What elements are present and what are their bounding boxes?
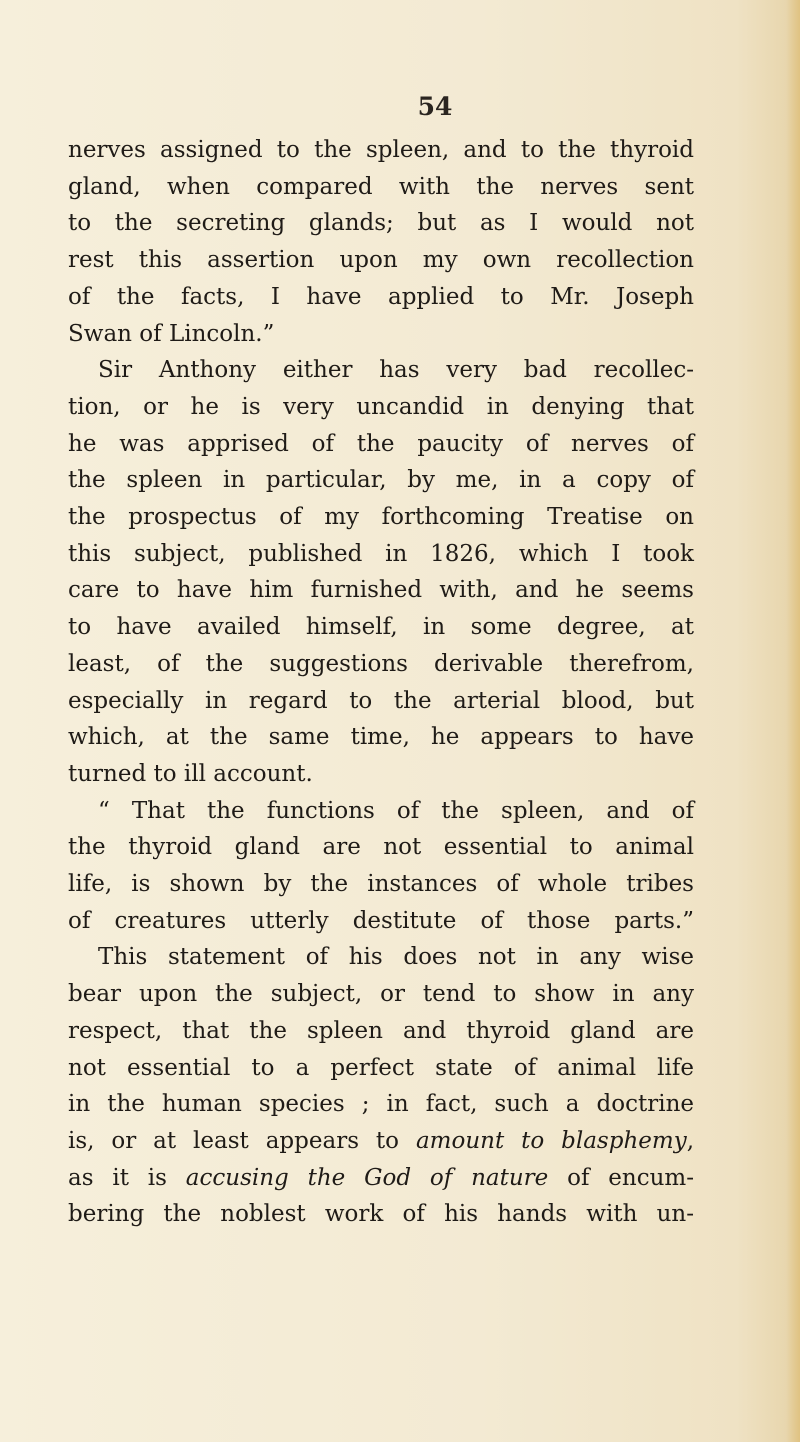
text-line: in the human species ; in fact, such a doctrine (68, 1091, 694, 1118)
text-line: which, at the same time, he appears to have (68, 724, 694, 751)
text-line: the prospectus of my forthcoming Treatise on (68, 504, 694, 531)
text-line-with-italic (68, 1160, 694, 1197)
text-line: gland, when compared with the nerves sent (68, 173, 694, 200)
italic-phrase: amount to blasphemy (415, 1127, 687, 1154)
text-line: life, is shown by the instances of whole tribes (68, 871, 694, 898)
text-line: bear upon the subject, or tend to show in any (68, 981, 694, 1008)
text-line: not essential to a perfect state of animal life (68, 1054, 694, 1081)
text-line: nerves assigned to the spleen, and to the thyroid (68, 137, 694, 163)
text-line: care to have him furnished with, and he seems (68, 577, 694, 604)
text-segment: as it is (68, 1164, 186, 1191)
text-line: to the secreting glands; but as I would not (68, 210, 694, 237)
paragraph-start-line: “ That the functions of the spleen, and of (98, 797, 694, 824)
text-line: this subject, published in 1826, which I took (68, 540, 694, 567)
text-line: he was apprised of the paucity of nerves of (68, 430, 694, 457)
text-line-with-italic (68, 1123, 694, 1160)
text-line: respect, that the spleen and thyroid gland are (68, 1017, 694, 1044)
page-body-text (68, 132, 694, 1233)
text-segment: , (686, 1127, 694, 1154)
paragraph-start-line: Sir Anthony either has very bad recollec- (98, 357, 694, 384)
text-line: of the facts, I have applied to Mr. Joseph (68, 283, 694, 310)
text-line: least, of the suggestions derivable therefrom, (68, 650, 694, 677)
text-line: the spleen in particular, by me, in a copy of (68, 467, 694, 494)
paragraph-start-line: This statement of his does not in any wise (98, 944, 694, 971)
text-line: rest this assertion upon my own recollection (68, 247, 694, 274)
page-number: 54 (417, 92, 453, 121)
text-line: tion, or he is very uncandid in denying that (68, 393, 694, 420)
text-line: of creatures utterly destitute of those parts.” (68, 907, 694, 934)
text-line: especially in regard to the arterial blood, but (68, 687, 694, 714)
text-segment: of encum- (548, 1164, 694, 1191)
page-edge-shading (786, 0, 800, 1442)
text-line: Swan of Lincoln.” (68, 320, 275, 347)
text-line: turned to ill account. (68, 760, 313, 787)
text-line: bering the noblest work of his hands with un- (68, 1201, 694, 1228)
italic-phrase: accusing the God of nature (185, 1164, 549, 1191)
text-line: to have availed himself, in some degree, at (68, 614, 694, 641)
text-segment: is, or at least appears to (68, 1127, 416, 1154)
text-line: the thyroid gland are not essential to animal (68, 834, 694, 861)
